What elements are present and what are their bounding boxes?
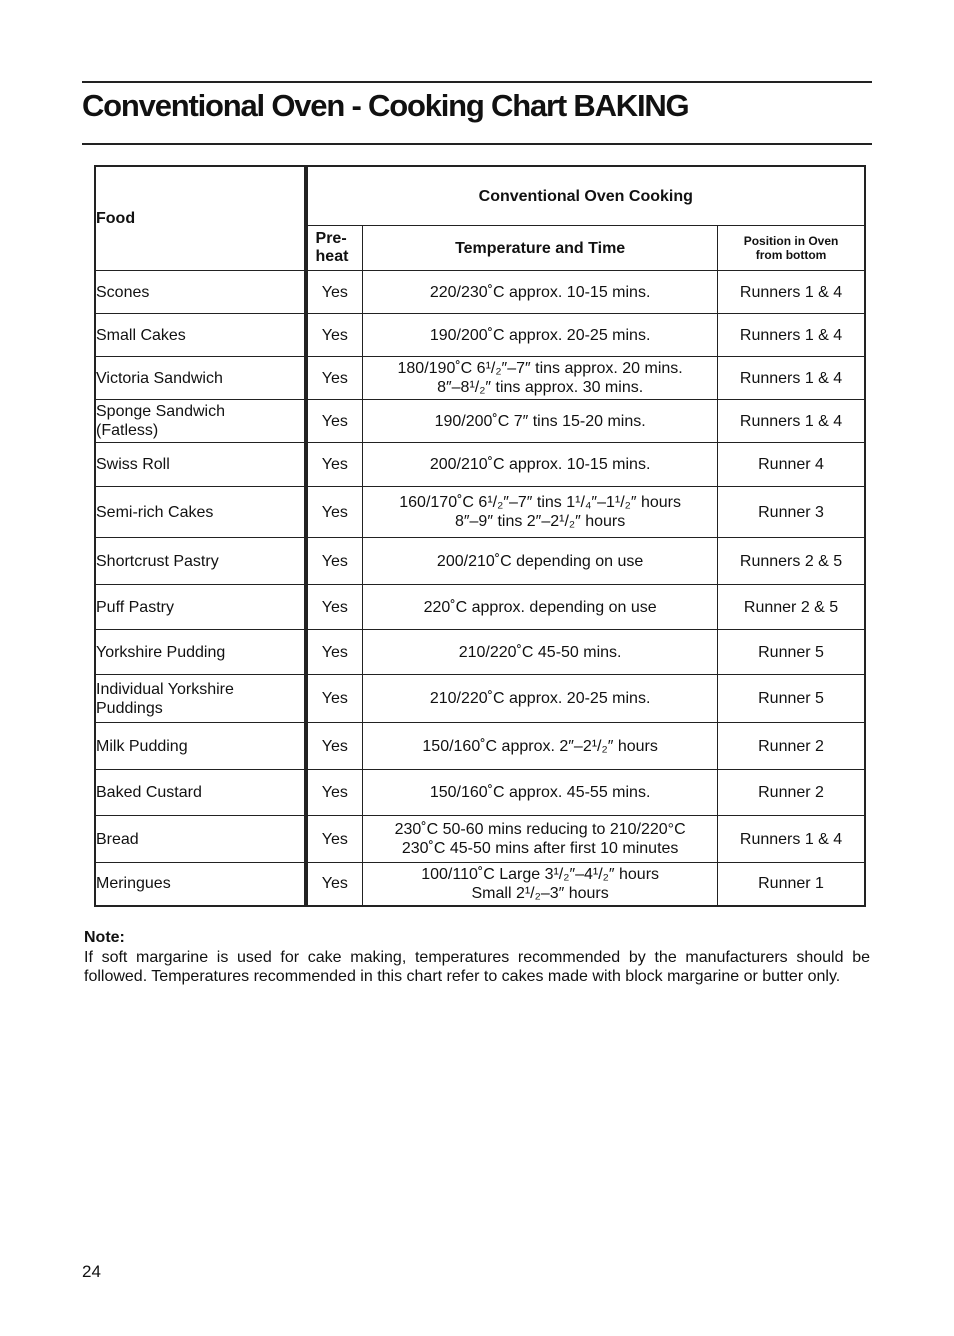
temperature-time-cell [363, 271, 718, 314]
food-cell: Semi-rich Cakes [95, 487, 306, 538]
table-row [95, 723, 865, 770]
position-cell: Runners 1 & 4 [718, 357, 865, 400]
position-cell: Runners 1 & 4 [718, 400, 865, 443]
page-title: Conventional Oven - Cooking Chart BAKING [82, 88, 689, 123]
position-cell: Runner 2 [718, 723, 865, 770]
preheat-cell: Yes [306, 585, 363, 630]
position-cell: Runners 2 & 5 [718, 538, 865, 585]
position-cell: Runner 3 [718, 487, 865, 538]
table-row [95, 863, 865, 906]
page-number: 24 [82, 1262, 101, 1281]
temperature-time-line: 190/200˚C 7″ tins 15-20 mins. [434, 412, 646, 430]
preheat-cell: Yes [306, 443, 363, 487]
temperature-time-line: 230˚C 45-50 mins after first 10 minutes [401, 840, 679, 857]
conventional-oven-cooking-header: Conventional Oven Cooking [306, 166, 865, 226]
position-cell: Runners 1 & 4 [718, 314, 865, 357]
table-row [95, 816, 865, 863]
temperature-time-cell [363, 770, 718, 816]
position-cell: Runners 1 & 4 [718, 816, 865, 863]
preheat-cell: Yes [306, 675, 363, 723]
preheat-cell: Yes [306, 357, 363, 400]
note-text: If soft margarine is used for cake making, temperatures recommended by the manufacturers should be followed. Temperatures recommended in this chart refer to cakes made with block margarine or butter only. [84, 948, 870, 985]
note-section [84, 928, 870, 987]
table-row [95, 675, 865, 723]
table-row [95, 585, 865, 630]
food-cell: Victoria Sandwich [95, 357, 306, 400]
preheat-cell: Yes [306, 816, 363, 863]
preheat-cell: Yes [306, 271, 363, 314]
food-cell: Scones [95, 271, 306, 314]
position-cell: Runner 5 [718, 630, 865, 675]
temperature-time-line: 200/210˚C approx. 10-15 mins. [429, 456, 651, 473]
temperature-time-cell [363, 630, 718, 675]
temperature-time-line: 100/110˚C Large 3¹/₂″–4¹/₂″ hours [421, 865, 660, 883]
food-cell: Sponge Sandwich (Fatless) [95, 400, 306, 443]
table-row [95, 538, 865, 585]
table-row [95, 443, 865, 487]
title-rule-bottom [82, 143, 872, 145]
food-cell: Swiss Roll [95, 443, 306, 487]
temperature-time-cell [363, 357, 718, 400]
table-row [95, 271, 865, 314]
temperature-time-cell [363, 723, 718, 770]
temperature-time-line: 200/210˚C depending on use [436, 552, 644, 570]
preheat-cell: Yes [306, 314, 363, 357]
temperature-time-line: 190/200˚C approx. 20-25 mins. [429, 326, 651, 344]
temperature-time-cell [363, 675, 718, 723]
preheat-cell: Yes [306, 863, 363, 906]
table-row [95, 400, 865, 443]
cooking-chart-table [94, 165, 866, 907]
temperature-time-line: 150/160˚C approx. 45-55 mins. [429, 784, 651, 801]
temperature-time-line: 180/190˚C 6¹/₂″–7″ tins approx. 20 mins. [397, 360, 683, 377]
temperature-time-cell [363, 863, 718, 906]
food-cell: Yorkshire Pudding [95, 630, 306, 675]
temperature-time-cell [363, 585, 718, 630]
temperature-time-line: 160/170˚C 6¹/₂″–7″ tins 1¹/₄″–1¹/₂″ hours [399, 494, 681, 511]
preheat-cell: Yes [306, 723, 363, 770]
temperature-time-cell [363, 443, 718, 487]
table-row [95, 314, 865, 357]
temperature-time-cell [363, 400, 718, 443]
note-heading: Note: [84, 929, 125, 946]
position-cell: Runner 2 & 5 [718, 585, 865, 630]
preheat-cell: Yes [306, 538, 363, 585]
position-cell: Runner 4 [718, 443, 865, 487]
temperature-time-line: 8″–9″ tins 2″–2¹/₂″ hours [454, 513, 626, 530]
table-row [95, 630, 865, 675]
food-cell: Meringues [95, 863, 306, 906]
food-column-header: Food [95, 166, 306, 271]
temperature-time-line: 210/220˚C approx. 20-25 mins. [429, 690, 651, 707]
table-row [95, 357, 865, 400]
food-cell: Individual Yorkshire Puddings [95, 675, 306, 723]
food-cell: Shortcrust Pastry [95, 538, 306, 585]
food-cell: Small Cakes [95, 314, 306, 357]
temperature-time-cell [363, 487, 718, 538]
title-rule-top [82, 81, 872, 83]
position-column-header: Position in Oven from bottom [718, 226, 865, 271]
preheat-cell: Yes [306, 630, 363, 675]
food-cell: Milk Pudding [95, 723, 306, 770]
food-cell: Bread [95, 816, 306, 863]
preheat-cell: Yes [306, 487, 363, 538]
food-cell: Baked Custard [95, 770, 306, 816]
position-cell: Runner 1 [718, 863, 865, 906]
preheat-cell: Yes [306, 400, 363, 443]
position-cell: Runner 2 [718, 770, 865, 816]
temperature-time-column-header: Temperature and Time [363, 226, 718, 271]
food-cell: Puff Pastry [95, 585, 306, 630]
temperature-time-cell [363, 538, 718, 585]
temperature-time-cell [363, 816, 718, 863]
temperature-time-line: 150/160˚C approx. 2″–2¹/₂″ hours [422, 737, 658, 755]
temperature-time-cell [363, 314, 718, 357]
table-row [95, 770, 865, 816]
temperature-time-line: 230˚C 50-60 mins reducing to 210/220°C [394, 821, 686, 838]
temperature-time-line: 220/230˚C approx. 10-15 mins. [429, 283, 651, 301]
temperature-time-line: Small 2¹/₂–3″ hours [471, 884, 609, 902]
temperature-time-line: 220˚C approx. depending on use [423, 598, 657, 616]
table-row [95, 487, 865, 538]
preheat-cell: Yes [306, 770, 363, 816]
preheat-column-header: Pre- heat [306, 226, 363, 271]
position-cell: Runners 1 & 4 [718, 271, 865, 314]
temperature-time-line: 210/220˚C 45-50 mins. [458, 643, 622, 661]
temperature-time-line: 8″–8¹/₂″ tins approx. 30 mins. [437, 379, 644, 396]
position-cell: Runner 5 [718, 675, 865, 723]
